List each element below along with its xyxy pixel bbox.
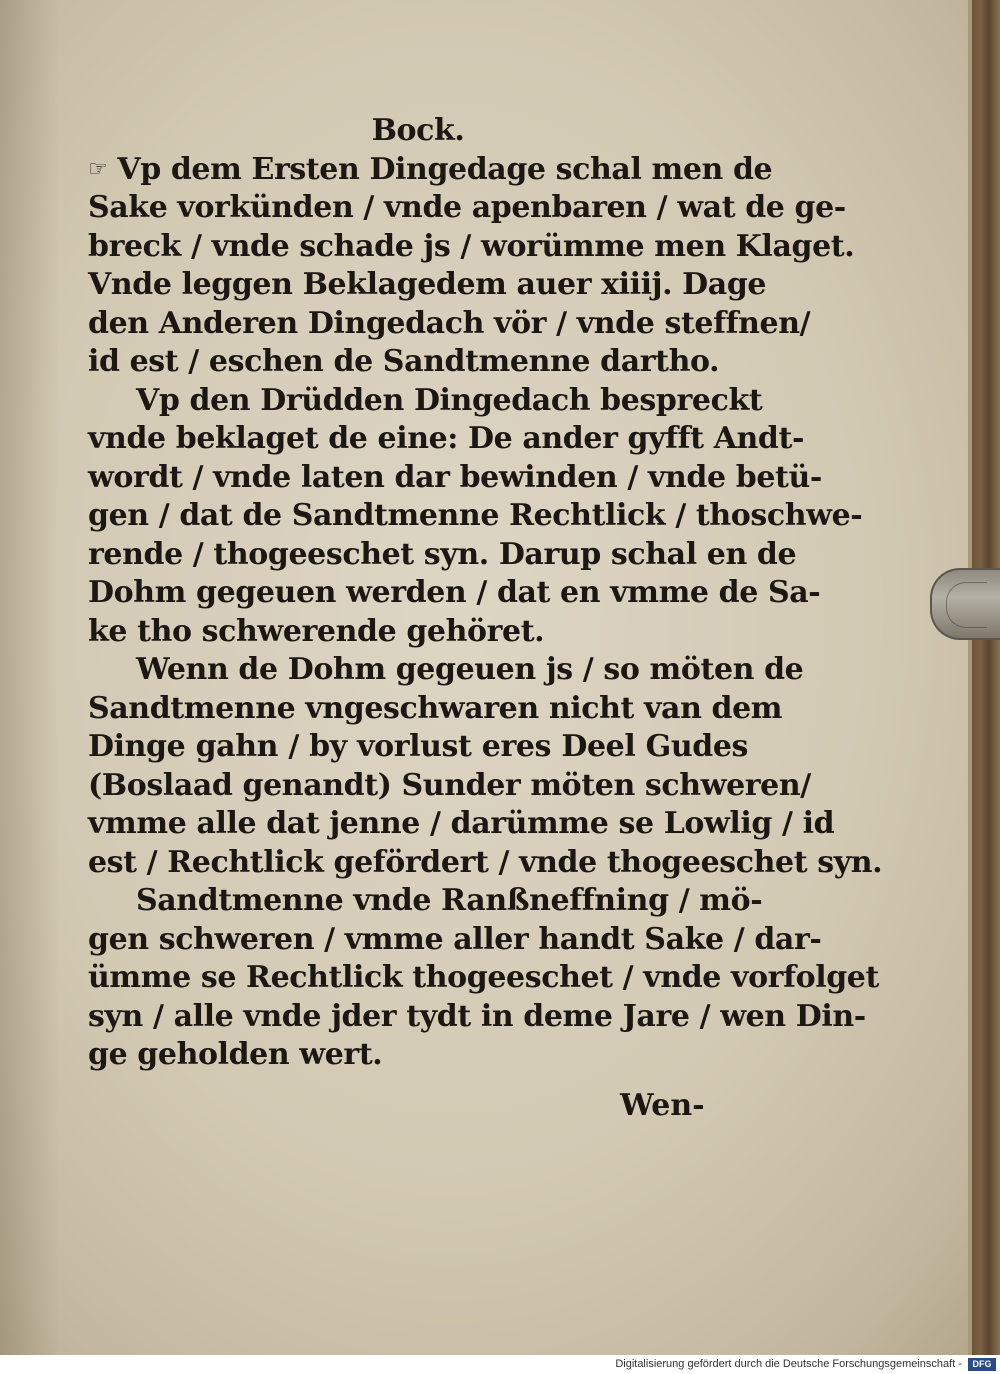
text-line-content: Dohm gegeuen werden / dat en vmme de Sa- [88,575,821,610]
text-line [88,998,866,1037]
footer-bar [0,1355,1000,1374]
text-line [88,574,821,613]
text-line [88,767,811,806]
text-line-content: ümme se Rechtlick thogeeschet / vnde vorfolget [88,960,879,995]
manicule-icon: ☞ [88,157,108,183]
catchword: Wen- [620,1088,705,1123]
text-line-content: est / Rechtlick gefördert / vnde thogeeschet syn. [88,844,883,880]
text-line-content: gen / dat de Sandtmenne Rechtlick / thoschwe- [88,498,863,533]
text-line [88,844,883,883]
funding-credit: Digitalisierung gefördert durch die Deutsche Forschungsgemeinschaft - [615,1358,962,1370]
text-line-content: Vnde leggen Beklagedem auer xiiij. Dage [88,267,767,302]
text-line-content: breck / vnde schade js / worümme men Klaget. [88,228,855,264]
text-line [88,536,797,575]
text-line-content: Sandtmenne vngeschwaren nicht van dem [88,690,783,726]
text-line [88,497,863,536]
text-line [88,420,805,459]
text-line-content: ke tho schwerende gehöret. [88,613,545,649]
page-text [88,112,883,1075]
text-line [88,959,879,998]
text-line [88,613,748,652]
text-line-content: wordt / vnde laten dar bewinden / vnde betü- [88,459,822,495]
text-line [88,651,804,690]
text-line-content: rende / thogeeschet syn. Darup schal en de [88,536,797,572]
text-line [88,266,767,305]
text-line [88,728,748,767]
text-line [88,459,822,498]
text-line [88,151,773,190]
text-line-content: Vp den Drüdden Dingedach bespreckt [136,382,763,418]
text-line-content: Sake vorkünden / vnde apenbaren / wat de ge- [88,190,846,225]
text-line-content: Dinge gahn / by vorlust eres Deel Gudes [88,729,748,764]
text-line [88,189,846,228]
text-line-content: vmme alle dat jenne / darümme se Lowlig / id [88,806,835,841]
text-lines [88,151,883,1075]
text-line [88,921,822,960]
text-line-content: Sandtmenne vnde Ranßneffning / mö- [136,883,763,918]
text-line [88,343,748,382]
text-line [88,882,763,921]
text-line-content: ge geholden wert. [88,1037,383,1072]
book-spine-edge [972,0,1000,1355]
page-gutter-shadow [0,0,60,1355]
page-heading: Bock. [371,113,465,148]
text-line [88,805,835,844]
text-line [88,1036,748,1075]
text-line-content: Vp dem Ersten Dingedage schal men de [117,151,773,187]
text-line-content: id est / eschen de Sandtmenne dartho. [88,344,720,379]
book-clasp [930,568,1000,640]
text-line [88,690,783,729]
text-line-content: gen schweren / vmme aller handt Sake / dar- [88,921,822,957]
text-line [88,305,811,344]
dfg-logo: DFG [968,1358,996,1371]
text-line [88,228,855,267]
text-line [88,382,763,421]
text-line-content: den Anderen Dingedach vör / vnde steffnen/ [88,305,811,341]
text-line-content: syn / alle vnde jder tydt in deme Jare / wen Din- [88,998,866,1034]
text-line-content: Wenn de Dohm gegeuen js / so möten de [136,652,804,687]
text-line-content: vnde beklaget de eine: De ander gyfft Andt- [88,421,805,456]
text-line-content: (Boslaad genandt) Sunder möten schweren/ [88,767,811,803]
